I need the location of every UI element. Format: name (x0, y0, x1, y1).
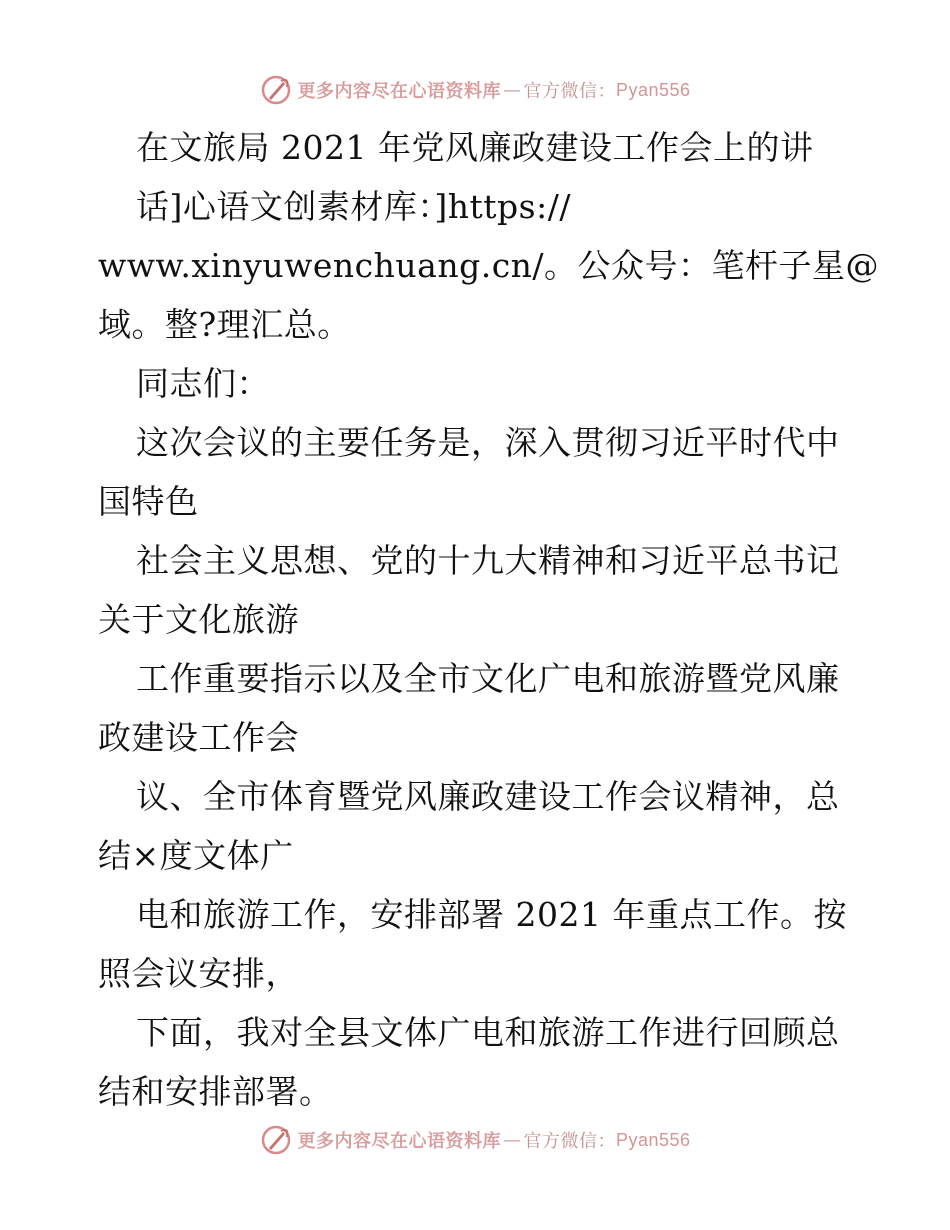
paragraph-line: 社会主义思想、党的十九大精神和习近平总书记 (136, 541, 840, 580)
banner-wechat-label: 官方微信： (523, 81, 616, 102)
banner-brand-text: 更多内容尽在心语资料库 (297, 1131, 501, 1152)
banner-brand-text: 更多内容尽在心语资料库 (297, 81, 501, 102)
paragraph-line: 政建设工作会 (98, 718, 299, 757)
footer-banner (0, 1120, 950, 1160)
banner-wechat-label: 官方微信： (523, 1131, 616, 1152)
title-line-1: 在文旅局 2021 年党风廉政建设工作会上的讲 (136, 128, 814, 167)
paragraph-line: 下面，我对全县文体广电和旅游工作进行回顾总 (136, 1013, 840, 1052)
paragraph-line: 国特色 (98, 482, 199, 521)
source-note-line: 域。整?理汇总。 (98, 305, 351, 344)
paragraph-line: 这次会议的主要任务是，深入贯彻习近平时代中 (136, 423, 840, 462)
source-url-line: www.xinyuwenchuang.cn/。公众号：笔杆子星@ (98, 246, 880, 285)
paragraph-line: 结和安排部署。 (98, 1072, 333, 1111)
document-body (98, 118, 880, 1121)
banner-wechat-id: Pyan556 (615, 79, 691, 100)
salutation: 同志们： (136, 364, 270, 403)
paragraph-line: 电和旅游工作，安排部署 2021 年重点工作。按 (136, 895, 847, 934)
paragraph-line: 议、全市体育暨党风廉政建设工作会议精神，总 (136, 777, 840, 816)
header-banner (0, 70, 950, 110)
paragraph-line: 照会议安排， (98, 954, 299, 993)
quill-logo-icon (259, 1123, 293, 1157)
paragraph-line: 结×度文体广 (98, 836, 294, 875)
banner-separator: — (502, 1129, 522, 1151)
banner-wechat-id: Pyan556 (615, 1129, 691, 1150)
title-line-2: 话]心语文创素材库：]https:// (136, 187, 571, 226)
paragraph-line: 关于文化旅游 (98, 600, 299, 639)
quill-logo-icon (259, 73, 293, 107)
paragraph-line: 工作重要指示以及全市文化广电和旅游暨党风廉 (136, 659, 840, 698)
banner-separator: — (502, 79, 522, 101)
